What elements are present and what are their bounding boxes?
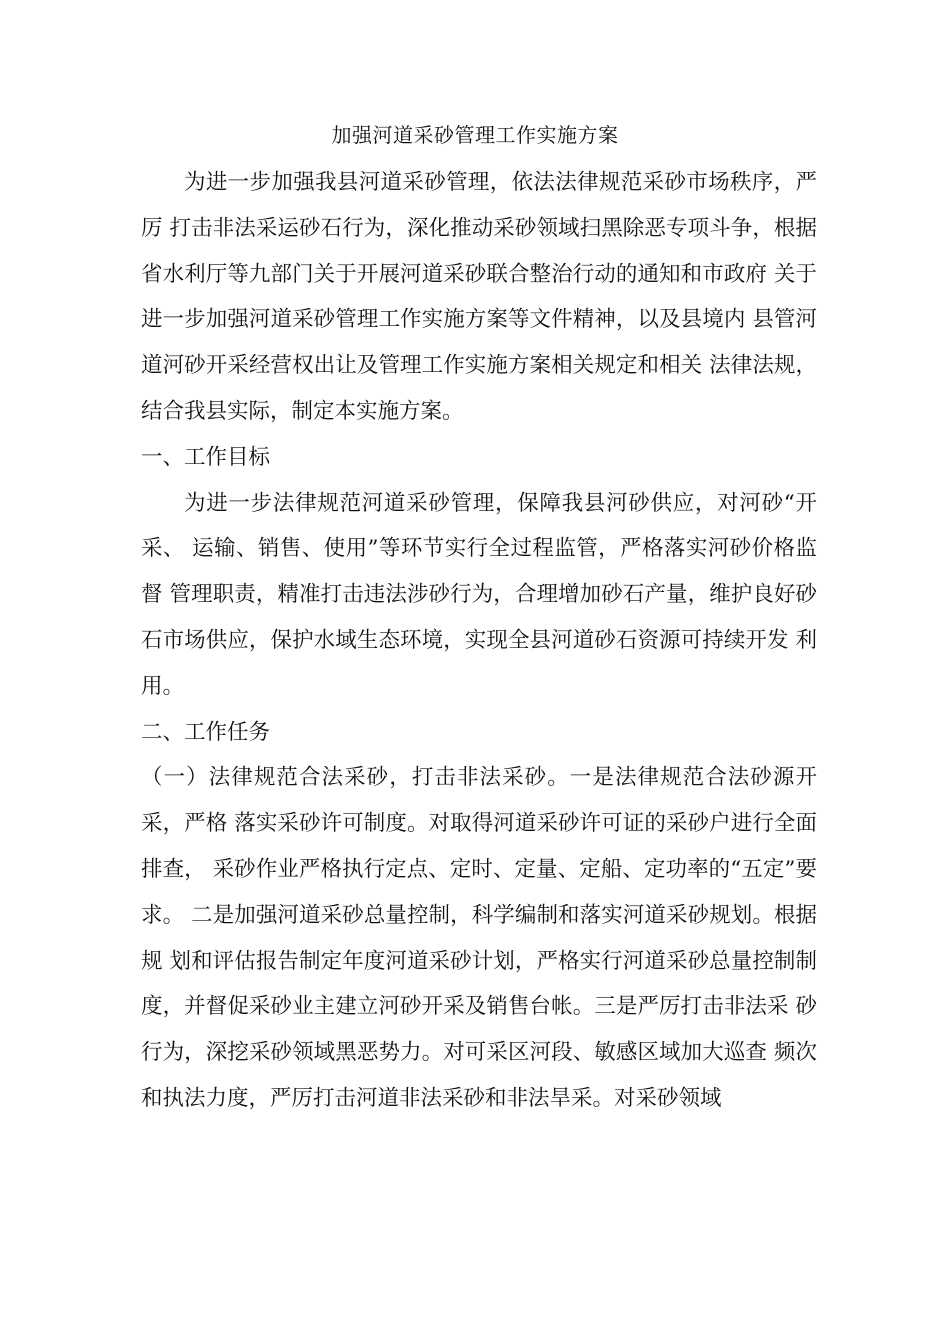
section-heading-goals: 一、工作目标: [141, 444, 271, 470]
section-heading-tasks: 二、工作任务: [141, 719, 271, 745]
intro-paragraph: 为进一步加强我县河道采砂管理，依法法律规范采砂市场秩序，严厉 打击非法采运砂石行为，深化推动采砂领域扫黑除恶专项斗争，根据省水利厅等九部门关于开展河道采砂联合整治行动的通知和市政府 关于进一步加强河道采砂管理工作实施方案等文件精神，以及县境内 县管河道河砂开采经营权出让及管理工作实施方案相关规定和相关 法律法规，结合我县实际，制定本实施方案。: [141, 170, 817, 424]
document-title: 加强河道采砂管理工作实施方案: [331, 123, 619, 147]
document-body: [141, 160, 817, 1122]
goals-paragraph: 为进一步法律规范河道采砂管理，保障我县河砂供应，对河砂“开采、 运输、销售、使用”等环节实行全过程监管，严格落实河砂价格监督 管理职责，精准打击违法涉砂行为，合理增加砂石产量，维护良好砂石市场供应，保护水域生态环境，实现全县河道砂石资源可持续开发 利用。: [141, 490, 817, 699]
tasks-paragraph: （一）法律规范合法采砂，打击非法采砂。一是法律规范合法砂源开采，严格 落实采砂许可制度。对取得河道采砂许可证的采砂户进行全面排查， 采砂作业严格执行定点、定时、定量、定船、定功率的“五定”要求。 二是加强河道采砂总量控制，科学编制和落实河道采砂规划。根据规 划和评估报告制定年度河道采砂计划，严格实行河道采砂总量控制制 度，并督促采砂业主建立河砂开采及销售台帐。三是严厉打击非法采 砂行为，深挖采砂领域黑恶势力。对可采区河段、敏感区域加大巡查 频次和执法力度，严厉打击河道非法采砂和非法旱采。对采砂领域: [141, 765, 817, 1111]
